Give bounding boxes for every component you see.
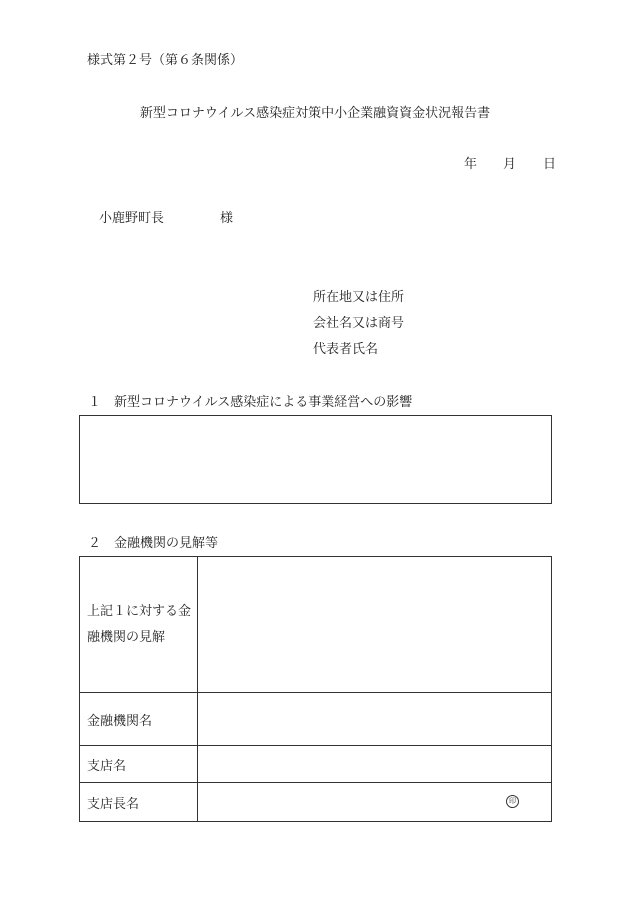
financial-institution-table [79, 556, 552, 822]
section2-heading: ２ 金融機関の見解等 [88, 536, 219, 551]
opinion-label [80, 557, 198, 693]
applicant-company-label: 会社名又は商号 [313, 316, 405, 331]
addressee-name: 小鹿野町長 [99, 211, 165, 226]
branch-manager-input-cell[interactable] [198, 783, 552, 822]
seal-icon: 印 [506, 795, 519, 808]
branch-name-input-cell[interactable] [198, 746, 552, 783]
opinion-label-line1: 上記１に対する金 [87, 603, 192, 619]
applicant-representative-label: 代表者氏名 [313, 342, 379, 357]
table-row [80, 783, 552, 822]
date-day-label: 日 [543, 157, 557, 172]
applicant-address-label: 所在地又は住所 [313, 290, 405, 305]
institution-name-input-cell[interactable] [198, 693, 552, 746]
date-month-label: 月 [503, 157, 517, 172]
form-number: 様式第２号（第６条関係） [87, 53, 244, 68]
branch-manager-label: 支店長名 [80, 783, 198, 822]
date-year-label: 年 [464, 157, 478, 172]
opinion-label-line2: 融機関の見解 [87, 629, 166, 645]
branch-name-label: 支店名 [80, 746, 198, 783]
opinion-input-cell[interactable] [198, 557, 552, 693]
table-row [80, 557, 552, 693]
document-title: 新型コロナウイルス感染症対策中小企業融資資金状況報告書 [139, 106, 491, 121]
table-row [80, 693, 552, 746]
addressee-honorific: 様 [220, 211, 234, 226]
section1-input-box[interactable] [79, 415, 552, 504]
section1-heading: １ 新型コロナウイルス感染症による事業経営への影響 [88, 395, 413, 410]
table-row [80, 746, 552, 783]
institution-name-label: 金融機関名 [80, 693, 198, 746]
